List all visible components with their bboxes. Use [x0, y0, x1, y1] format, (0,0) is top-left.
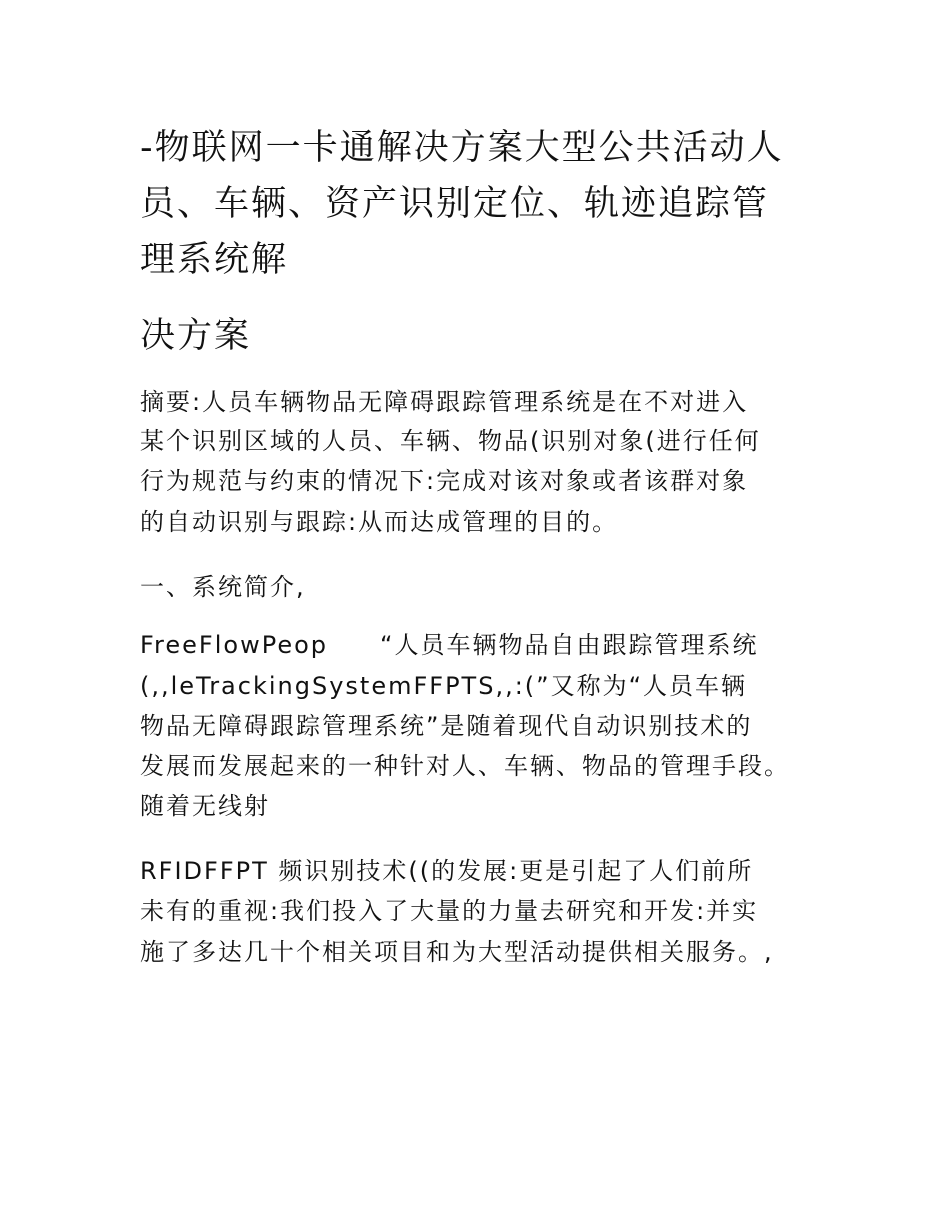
intro-line-4: 发展而发展起来的一种针对人、车辆、物品的管理手段。 — [140, 752, 790, 780]
title-line-2: 员、车辆、资产识别定位、轨迹追踪管 — [140, 184, 770, 224]
abstract-line-1: 摘要:人员车辆物品无障碍跟踪管理系统是在不对进入 — [140, 388, 749, 416]
intro-line-3: 物品无障碍跟踪管理系统”是随着现代自动识别技术的 — [140, 712, 753, 740]
title-line-3: 理系统解 — [140, 240, 289, 280]
intro-line-1-right: “人员车辆物品自由跟踪管理系统 — [380, 631, 759, 659]
intro-line-1 — [140, 630, 758, 660]
abstract-line-2: 某个识别区域的人员、车辆、物品(识别对象(进行任何 — [140, 427, 761, 455]
title-line-4: 决方案 — [140, 316, 252, 356]
intro-line-1-left: FreeFlowPeop — [140, 631, 329, 659]
title-line-1: -物联网一卡通解决方案大型公共活动人 — [140, 128, 784, 168]
abstract-line-3: 行为规范与约束的情况下:完成对该对象或者该群对象 — [140, 467, 749, 495]
section-heading: 一、系统简介, — [140, 573, 306, 601]
abstract-line-4: 的自动识别与跟踪:从而达成管理的目的。 — [140, 508, 619, 536]
intro-line-2: (,,leTrackingSystemFFPTS,,:(”又称为“人员车辆 — [140, 672, 748, 700]
rfid-line-2: 未有的重视:我们投入了大量的力量去研究和开发:并实 — [140, 897, 759, 925]
intro-line-5: 随着无线射 — [140, 792, 270, 820]
rfid-line-3: 施了多达几十个相关项目和为大型活动提供相关服务。, — [140, 938, 774, 966]
rfid-line-1: RFIDFFPT 频识别技术((的发展:更是引起了人们前所 — [140, 857, 754, 885]
